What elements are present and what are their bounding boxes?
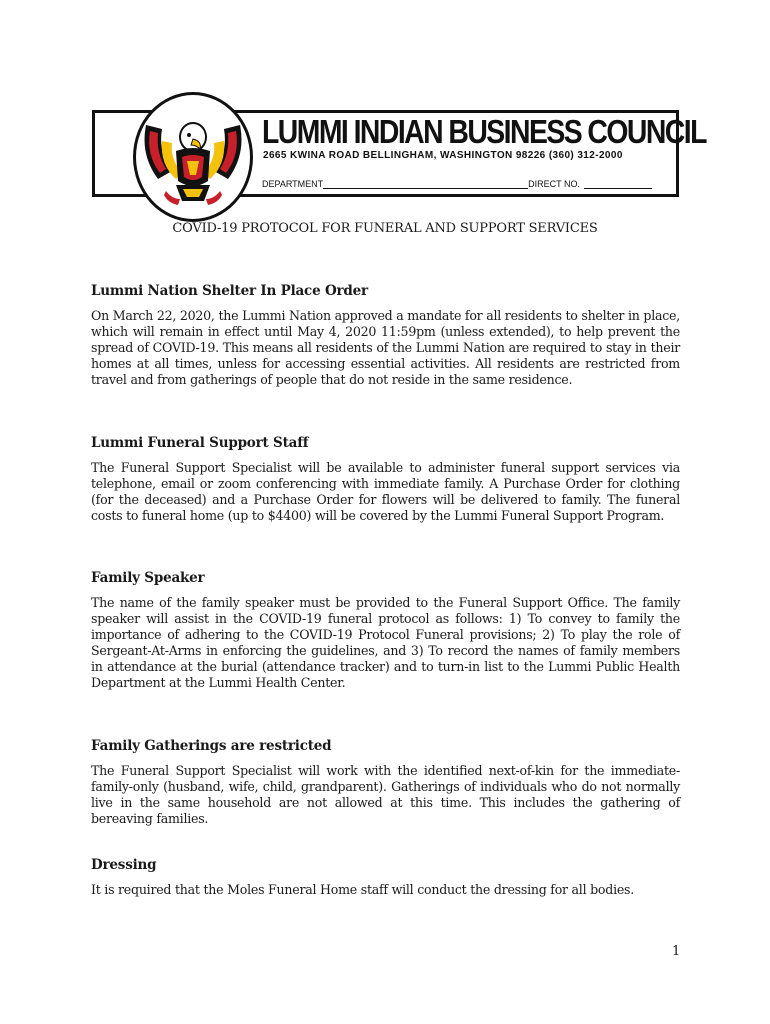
department-label: DEPARTMENT bbox=[262, 179, 324, 189]
department-line bbox=[262, 178, 652, 189]
department-blank bbox=[323, 178, 528, 189]
section-body: The Funeral Support Specialist will be available to administer funeral support services via telephone, email or zoom conferencing with immediate family. A Purchase Order for clothing (for the deceased) and a Purchase Order for flowers will be delivered to family. The funeral costs to funeral home (up to $4400) will be covered by the Lummi Funeral Support Program. bbox=[91, 460, 680, 523]
section-body: The name of the family speaker must be provided to the Funeral Support Office. The family speaker will assist in the COVID-19 funeral protocol as follows: 1) To convey to family the importance of adhering to the COVID-19 Protocol Funeral provisions; 2) To play the role of Sergeant-At-Arms in enforcing the guidelines, and 3) To record the names of family members in attendance at the burial (attendance tracker) and to turn-in list to the Lummi Public Health Department at the Lummi Health Center. bbox=[91, 595, 680, 690]
direct-number-label: DIRECT NO. bbox=[528, 179, 581, 189]
section-heading: Dressing bbox=[91, 857, 157, 873]
document-title: COVID-19 PROTOCOL FOR FUNERAL AND SUPPORT SERVICES bbox=[172, 221, 598, 236]
section-shelter-in-place bbox=[91, 283, 680, 388]
section-body: On March 22, 2020, the Lummi Nation approved a mandate for all residents to shelter in place, which will remain in effect until May 4, 2020 11:59pm (unless extended), to help prevent the spread of COVID-19. This means all residents of the Lummi Nation are required to stay in their homes at all times, unless for accessing essential activities. All residents are restricted from travel and from gatherings of people that do not reside in the same residence. bbox=[91, 308, 680, 387]
section-family-gatherings bbox=[91, 738, 680, 827]
direct-number-blank bbox=[584, 178, 652, 189]
organization-address: 2665 KWINA ROAD BELLINGHAM, WASHINGTON 98226 (360) 312-2000 bbox=[263, 150, 623, 161]
section-funeral-support-staff bbox=[91, 435, 680, 524]
section-heading: Family Gatherings are restricted bbox=[91, 738, 332, 754]
section-heading: Lummi Funeral Support Staff bbox=[91, 435, 309, 451]
letterhead bbox=[0, 0, 770, 215]
section-body: The Funeral Support Specialist will work with the identified next-of-kin for the immediate-family-only (husband, wife, child, grandparent). Gatherings of individuals who do not normally live in the same household are not allowed at this time. This includes the gathering of bereaving families. bbox=[91, 763, 680, 826]
section-body: It is required that the Moles Funeral Home staff will conduct the dressing for all bodies. bbox=[91, 882, 635, 897]
section-family-speaker bbox=[91, 570, 680, 691]
eagle-seal-icon bbox=[133, 92, 253, 222]
section-heading: Family Speaker bbox=[91, 570, 205, 586]
page-number: 1 bbox=[672, 944, 681, 959]
organization-name: LUMMI INDIAN BUSINESS COUNCIL bbox=[262, 113, 706, 150]
section-heading: Lummi Nation Shelter In Place Order bbox=[91, 283, 368, 299]
section-dressing bbox=[91, 857, 680, 898]
